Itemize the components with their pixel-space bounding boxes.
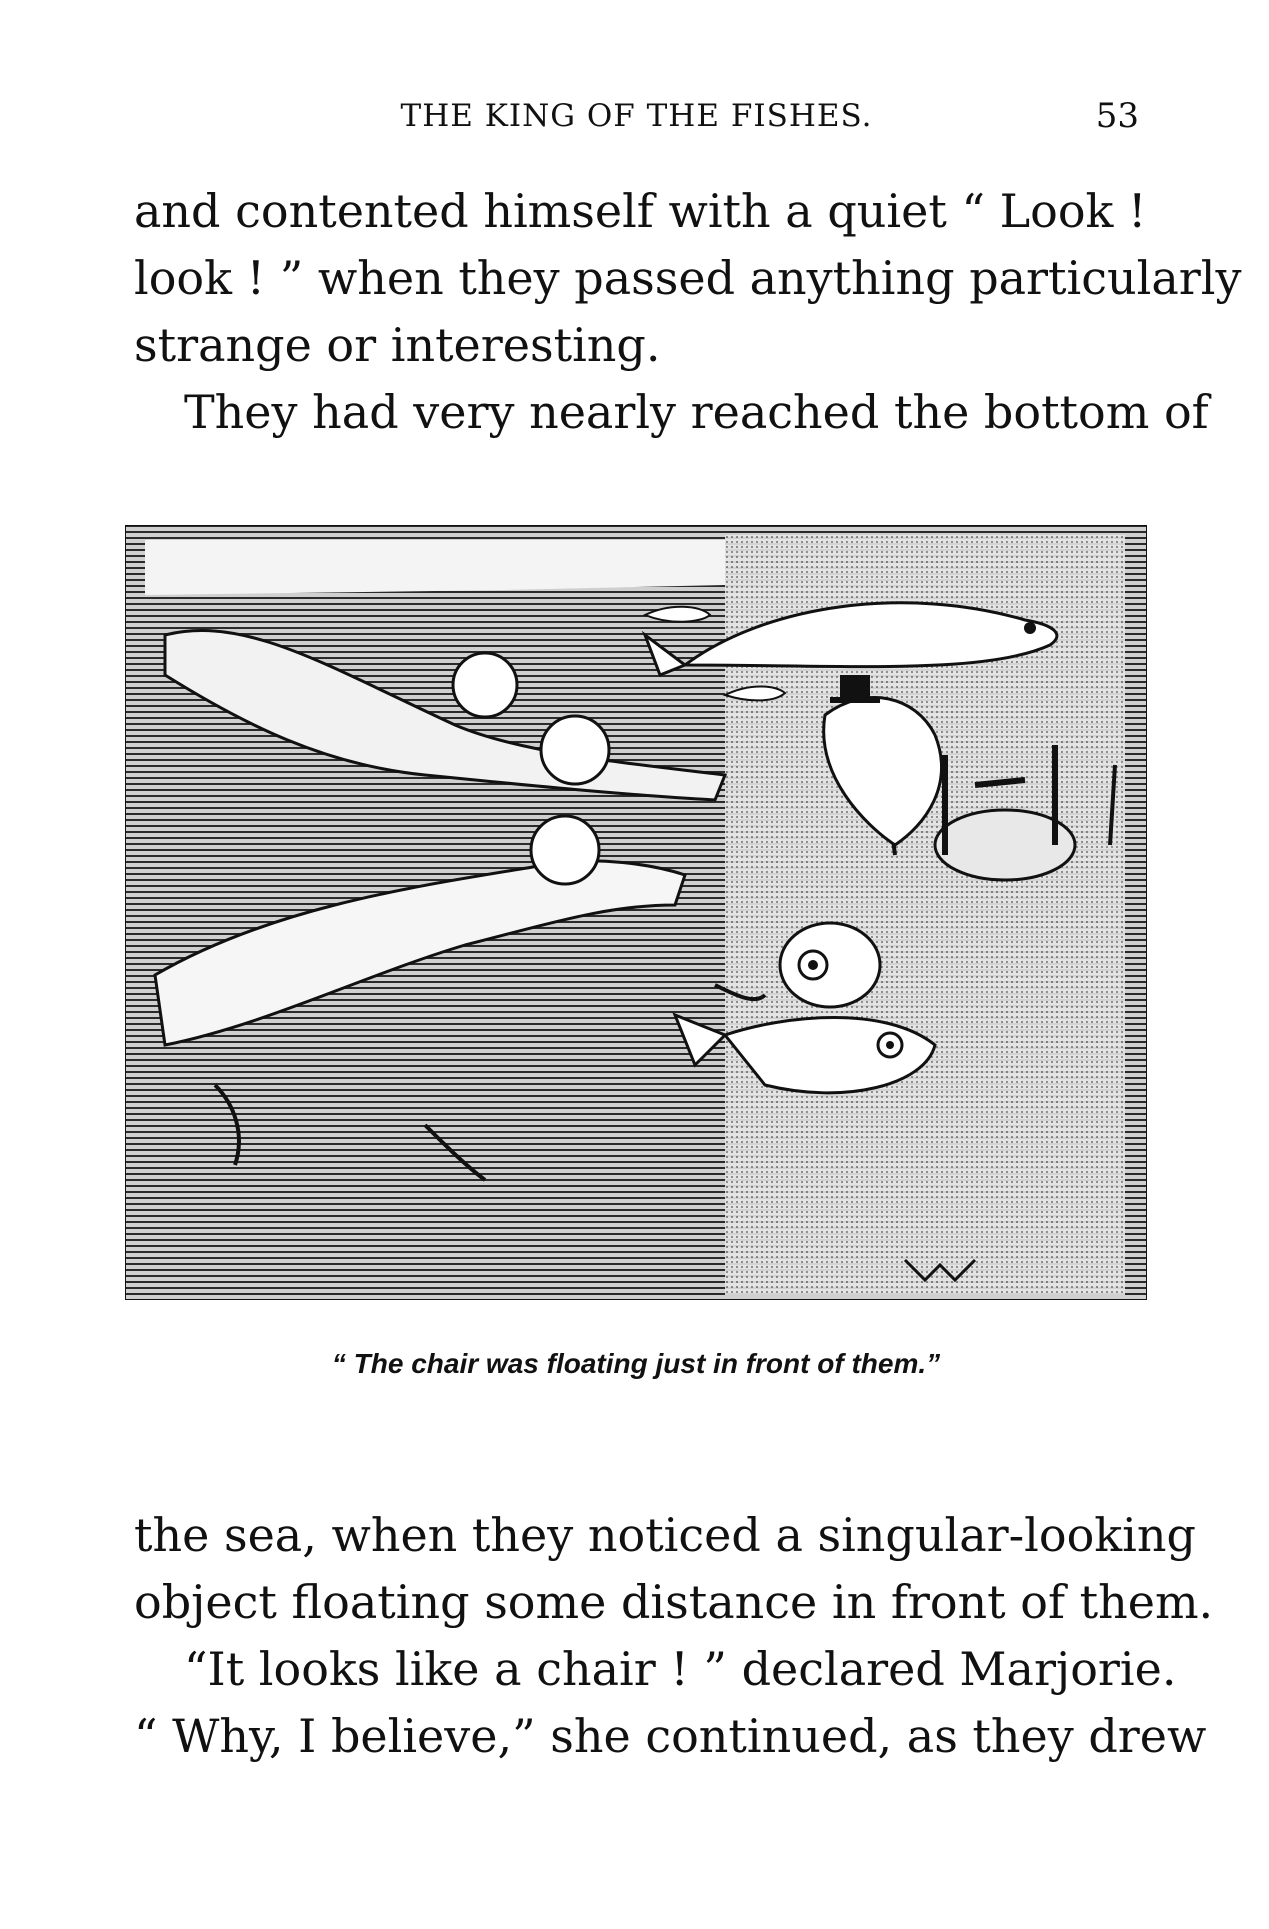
text-block-top	[134, 178, 1242, 446]
text-line: object floating some distance in front of them.	[134, 1575, 1214, 1629]
text-line: and contented himself with a quiet “ Look !	[134, 184, 1147, 238]
text-line: “It looks like a chair ! ” declared Marjorie.	[184, 1642, 1177, 1696]
surface-light	[145, 540, 725, 595]
text-line: strange or interesting.	[134, 318, 661, 372]
illustration-caption: “ The chair was floating just in front of them.”	[331, 1348, 941, 1379]
text-line: look ! ” when they passed anything particularly	[134, 251, 1242, 305]
text-line: the sea, when they noticed a singular-looking	[134, 1508, 1196, 1562]
round-fish	[780, 923, 880, 1007]
running-title: THE KING OF THE FISHES.	[400, 98, 873, 134]
running-head	[134, 92, 1139, 142]
text-block-bottom	[134, 1502, 1214, 1770]
underwater-illustration	[125, 525, 1147, 1300]
illustration-plate	[125, 525, 1147, 1300]
text-line: They had very nearly reached the bottom of	[184, 385, 1209, 439]
text-line: “ Why, I believe,” she continued, as they drew	[134, 1709, 1207, 1763]
page-number: 53	[1095, 96, 1139, 136]
